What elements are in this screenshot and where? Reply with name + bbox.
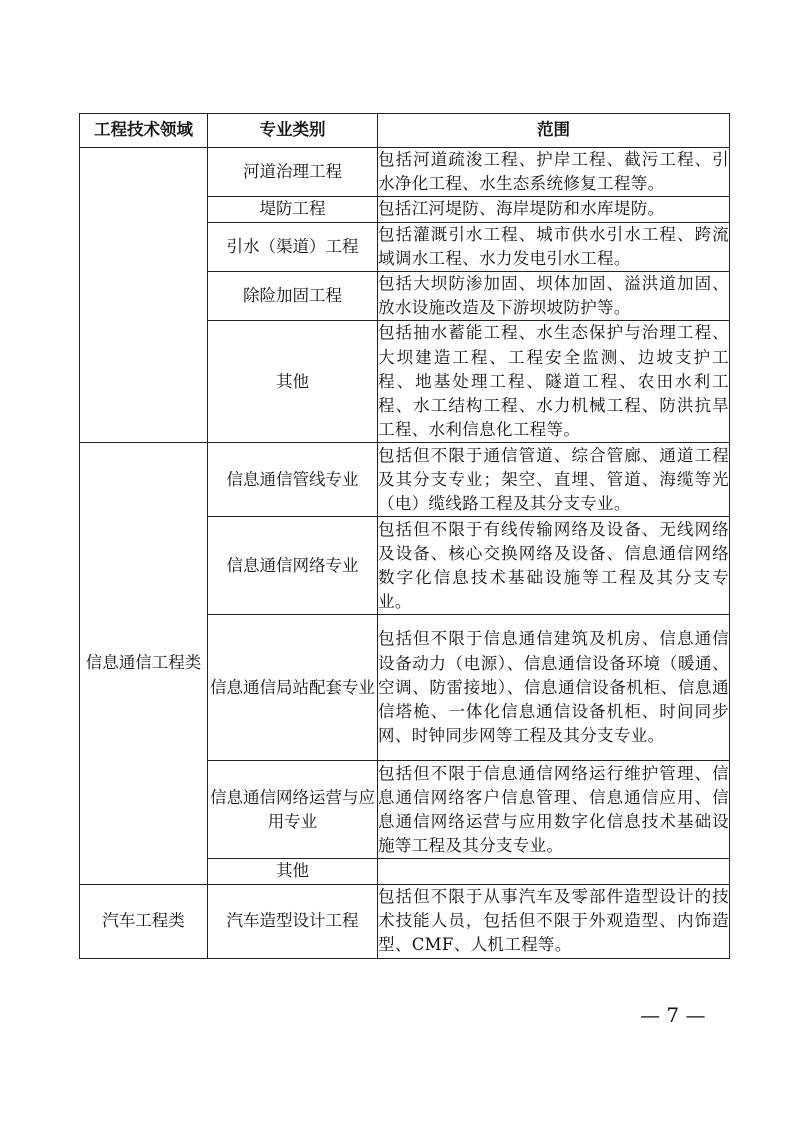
header-scope: 范围 — [378, 114, 730, 148]
scope-cell: 包括但不限于从事汽车及零部件造型设计的技术技能人员，包括但不限于外观造型、内饰造型、CMF、人机工程等。 — [378, 884, 730, 958]
scope-cell: 包括灌溉引水工程、城市供水引水工程、跨流域调水工程、水力发电引水工程。 — [378, 222, 730, 271]
header-category: 专业类别 — [208, 114, 378, 148]
scope-cell: 包括大坝防渗加固、坝体加固、溢洪道加固、放水设施改造及下游坝坡防护等。 — [378, 272, 730, 321]
category-cell: 河道治理工程 — [208, 148, 378, 197]
category-cell: 信息通信管线专业 — [208, 443, 378, 517]
category-cell: 堤防工程 — [208, 197, 378, 222]
table-row — [80, 443, 730, 517]
category-cell: 汽车造型设计工程 — [208, 884, 378, 958]
scope-table — [79, 113, 730, 959]
table-header-row — [80, 114, 730, 148]
scope-cell: 包括抽水蓄能工程、水生态保护与治理工程、大坝建造工程、工程安全监测、边坡支护工程、地基处理工程、隧道工程、农田水利工程、水工结构工程、水力机械工程、防洪抗旱工程、水利信息化工程等。 — [378, 321, 730, 443]
table-row — [80, 884, 730, 958]
category-cell: 信息通信局站配套专业 — [208, 615, 378, 761]
scope-cell: 包括但不限于有线传输网络及设备、无线网络及设备、核心交换网络及设备、信息通信网络数字化信息技术基础设施等工程及其分支专业。 — [378, 517, 730, 615]
scope-cell: 包括江河堤防、海岸堤防和水库堤防。 — [378, 197, 730, 222]
page-number: — 7 — — [640, 1003, 706, 1027]
scope-cell — [378, 859, 730, 884]
category-cell: 信息通信网络运营与应用专业 — [208, 761, 378, 859]
scope-cell: 包括但不限于信息通信网络运行维护管理、信息通信网络客户信息管理、信息通信应用、信息通信网络运营与应用数字化信息技术基础设施等工程及其分支专业。 — [378, 761, 730, 859]
header-field: 工程技术领域 — [80, 114, 208, 148]
field-cell — [80, 148, 208, 443]
scope-cell: 包括但不限于信息通信建筑及机房、信息通信设备动力（电源）、信息通信设备环境（暖通、空调、防雷接地）、信息通信设备机柜、信息通信塔桅、一体化信息通信设备机柜、时间同步网、时钟同步网等工程及其分支专业。 — [378, 615, 730, 761]
category-cell: 引水（渠道）工程 — [208, 222, 378, 271]
category-cell: 其他 — [208, 321, 378, 443]
table-row — [80, 148, 730, 197]
scope-cell: 包括河道疏浚工程、护岸工程、截污工程、引水净化工程、水生态系统修复工程等。 — [378, 148, 730, 197]
category-cell: 除险加固工程 — [208, 272, 378, 321]
category-cell: 其他 — [208, 859, 378, 884]
category-cell: 信息通信网络专业 — [208, 517, 378, 615]
scope-cell: 包括但不限于通信管道、综合管廊、通道工程及其分支专业；架空、直埋、管道、海缆等光（电）缆线路工程及其分支专业。 — [378, 443, 730, 517]
field-cell: 信息通信工程类 — [80, 443, 208, 884]
field-cell: 汽车工程类 — [80, 884, 208, 958]
